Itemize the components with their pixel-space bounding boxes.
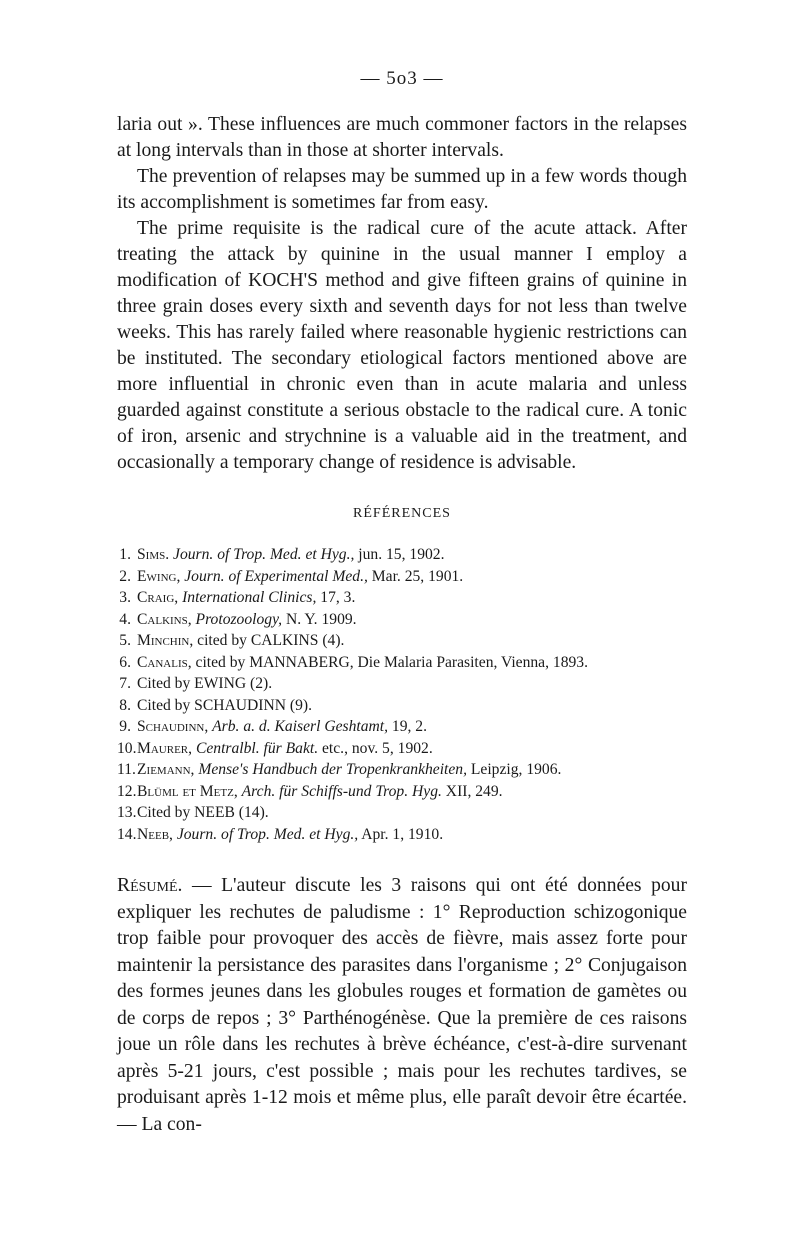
reference-item <box>117 587 687 609</box>
reference-author: Sims. <box>137 546 170 563</box>
reference-item <box>117 609 687 631</box>
reference-author: Ziemann, <box>137 761 195 778</box>
reference-detail: cited by CALKINS (4). <box>193 632 345 649</box>
reference-number: 13. <box>117 804 137 821</box>
reference-number: 7. <box>119 675 131 692</box>
reference-title: Protozoology, <box>195 610 283 628</box>
reference-author: Minchin, <box>137 632 194 649</box>
reference-item <box>117 544 687 566</box>
reference-author: Neeb, <box>137 825 173 843</box>
reference-title: Journ. of Trop. Med. et Hyg., <box>173 546 355 563</box>
reference-detail: 19, 2. <box>388 718 427 735</box>
reference-detail: 17, 3. <box>316 589 356 606</box>
reference-author: Schaudinn, <box>137 718 209 735</box>
reference-title: Centralbl. für Bakt. <box>195 739 319 757</box>
references-heading: RÉFÉRENCES <box>353 506 451 521</box>
resume-label: Résumé. <box>117 875 183 896</box>
reference-title: Journ. of Experimental Med., <box>184 567 368 585</box>
resume-section <box>117 873 687 1138</box>
reference-item <box>117 716 687 738</box>
references-list <box>117 544 687 845</box>
reference-detail: Mar. 25, 1901. <box>367 567 464 585</box>
reference-detail: XII, 249. <box>441 782 503 800</box>
reference-author: Ewing, <box>137 567 181 585</box>
reference-author: Blüml et Metz, <box>137 782 238 800</box>
reference-item <box>117 738 687 760</box>
reference-detail: cited by MANNABERG, Die Malaria Parasiten, Vienna, 1893. <box>191 653 588 671</box>
reference-title: Arb. a. d. Kaiserl Geshtamt, <box>212 718 389 735</box>
reference-detail: Apr. 1, 1910. <box>358 825 444 843</box>
reference-item <box>117 652 687 674</box>
reference-title: Arch. für Schiffs-und Trop. Hyg. <box>241 782 442 800</box>
reference-item <box>117 781 687 803</box>
document-page <box>117 68 687 1138</box>
reference-number: 9. <box>119 718 131 735</box>
reference-author: Canalis, <box>137 653 192 671</box>
reference-item <box>117 630 687 652</box>
reference-item <box>117 695 687 717</box>
reference-detail: Leipzig, 1906. <box>467 761 562 778</box>
reference-detail: jun. 15, 1902. <box>354 546 445 563</box>
reference-number: 3. <box>119 589 131 606</box>
reference-number: 4. <box>119 610 131 628</box>
reference-detail: Cited by NEEB (14). <box>137 804 269 821</box>
reference-item <box>117 673 687 695</box>
reference-number: 2. <box>119 567 131 585</box>
reference-author: Calkins, <box>137 610 192 628</box>
reference-item <box>117 759 687 781</box>
reference-title: International Clinics, <box>182 589 317 606</box>
reference-number: 1. <box>119 546 131 563</box>
reference-title: Mense's Handbuch der Tropenkrankheiten, <box>198 761 467 778</box>
reference-number: 8. <box>119 696 131 714</box>
reference-item <box>117 824 687 846</box>
resume-paragraph <box>117 873 687 1138</box>
reference-number: 11. <box>117 761 136 778</box>
reference-detail: N. Y. 1909. <box>282 610 357 628</box>
reference-number: 10. <box>117 739 137 757</box>
paragraph-2: The prevention of relapses may be summed up in a few words though its accomplishment is sometimes far from easy. <box>117 166 687 213</box>
reference-number: 6. <box>119 653 131 671</box>
reference-author: Maurer, <box>137 739 193 757</box>
reference-item <box>117 566 687 588</box>
body-text <box>117 112 687 476</box>
resume-text: — L'auteur discute les 3 raisons qui ont été données pour expliquer les rechutes de paludisme : 1° Reproduction schizogonique trop faible pour provoquer des accès de fièvre, mais assez forte pour maintenir la persistance des parasites dans l'organisme ; 2° Conjugaison des formes jeunes dans les globules rouges et formation de gamètes ou de corps de repos ; 3° Parthénogénèse. Que la première de ces raisons joue un rôle dans les rechutes à brève échéance, c'est-à-dire survenant après 5-21 jours, c'est possible ; mais pour les rechutes tardives, se produisant après 1-12 mois et même plus, elle paraît devoir être écartée. — La con- <box>117 875 687 1135</box>
reference-number: 14. <box>117 825 137 843</box>
reference-detail: etc., nov. 5, 1902. <box>318 739 433 757</box>
paragraph-3: The prime requisite is the radical cure of the acute attack. After treating the attack by quinine in the usual manner I employ a modification of KOCH'S method and give fifteen grains of quinine in three grain doses every sixth and seventh days for not less than twelve weeks. This has rarely failed where reasonable hygienic restrictions can be instituted. The secondary etiological factors mentioned above are more influential in chronic even than in acute malaria and unless guarded against constitute a serious obstacle to the radical cure. A tonic of iron, arsenic and strychnine is a valuable aid in the treatment, and occasionally a temporary change of residence is advisable. <box>117 218 687 473</box>
reference-title: Journ. of Trop. Med. et Hyg., <box>176 825 359 843</box>
reference-detail: Cited by SCHAUDINN (9). <box>137 696 312 714</box>
paragraph-1: laria out ». These influences are much commoner factors in the relapses at long intervals than in those at shorter intervals. <box>117 114 687 161</box>
reference-item <box>117 802 687 824</box>
reference-number: 12. <box>117 782 137 800</box>
reference-detail: Cited by EWING (2). <box>137 675 273 692</box>
reference-author: Craig, <box>137 589 179 606</box>
page-number: — 5o3 — <box>360 68 444 89</box>
reference-number: 5. <box>119 632 131 649</box>
